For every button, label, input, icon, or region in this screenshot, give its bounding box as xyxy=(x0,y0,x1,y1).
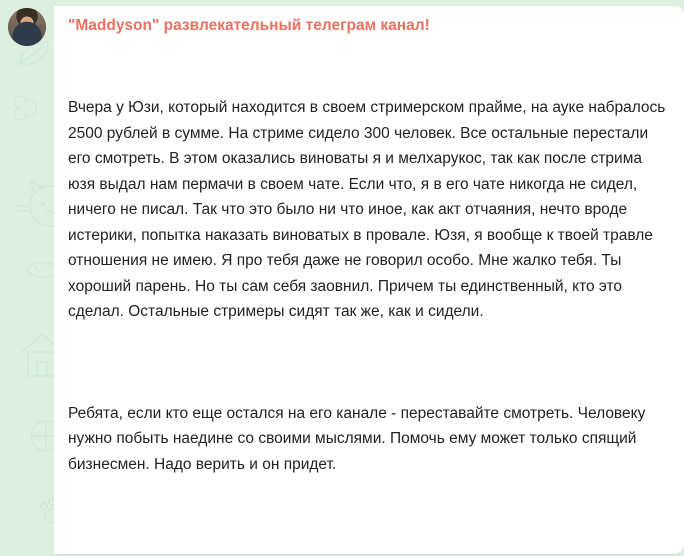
message-paragraph: Ребята, если кто еще остался на его канале - переставайте смотреть. Человеку нужно побыть наедине со своими мыслями. Помочь ему может только спящий бизнесмен. Надо верить и он придет. xyxy=(68,404,650,473)
avatar[interactable] xyxy=(8,8,46,46)
channel-title[interactable]: "Maddyson" развлекательный телеграм канал! xyxy=(68,17,430,34)
message-text xyxy=(68,44,670,528)
avatar-photo xyxy=(8,8,46,46)
message-bubble[interactable] xyxy=(54,6,684,554)
message-paragraph: Вчера у Юзи, который находится в своем стримерском прайме, на ауке набралось 2500 рублей в сумме. На стриме сидело 300 человек. Все остальные перестали его смотреть. В этом оказались виноваты я и мелхарукос, так как после стрима юзя выдал нам пермачи в своем чате. Если что, я в его чате никогда не сидел, ничего не писал. Так что это было ни что иное, как акт отчаяния, нечто вроде истерики, попытка наказать виноватых в провале. Юзя, я вообще к твоей травле отношения не имею. Я про тебя даже не говорил особо. Мне жалко тебя. Ты хороший парень. Но ты сам себя заовнил. Причем ты единственный, кто это сделал. Остальные стримеры сидят так же, как и сидели. xyxy=(68,99,670,320)
